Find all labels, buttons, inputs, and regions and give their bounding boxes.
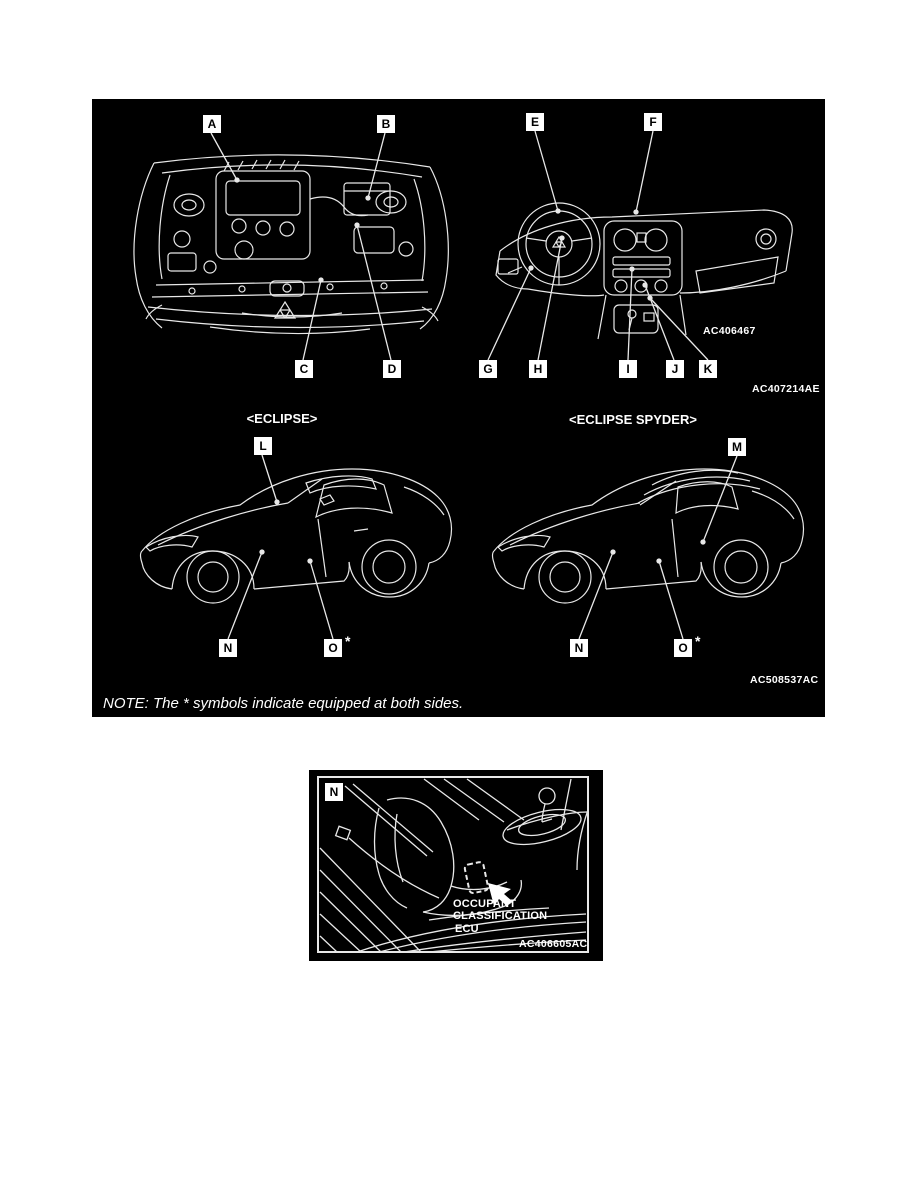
callout-o-spyder: O (674, 639, 692, 657)
figure-code-spyder: AC508537AC (750, 674, 819, 686)
callout-k: K (699, 360, 717, 378)
callout-n-detail: N (325, 783, 343, 801)
figure-code-main: AC407214AE (752, 383, 820, 395)
eclipse-spyder-title: <ECLIPSE SPYDER> (569, 412, 697, 427)
callout-e: E (526, 113, 544, 131)
figure-code-detail: AC406605AC (519, 938, 588, 950)
eclipse-title: <ECLIPSE> (246, 411, 318, 426)
callout-o-eclipse: O (324, 639, 342, 657)
callout-d: D (383, 360, 401, 378)
callout-h: H (529, 360, 547, 378)
occupant-classification-ecu-figure-panel (309, 770, 603, 961)
callout-a: A (203, 115, 221, 133)
eclipse-spyder-illustration (493, 469, 804, 603)
callout-j: J (666, 360, 684, 378)
callout-n-spyder: N (570, 639, 588, 657)
asterisk-spyder: * (695, 633, 701, 649)
callout-n-eclipse: N (219, 639, 237, 657)
callout-b: B (377, 115, 395, 133)
ecu-caption-line-2: CLASSIFICATION (453, 910, 548, 922)
ecu-caption-line-1: OCCUPANT (453, 898, 517, 910)
callout-f: F (644, 113, 662, 131)
engine-compartment-illustration (134, 155, 448, 334)
asterisk-eclipse: * (345, 633, 351, 649)
eclipse-coupe-illustration (141, 469, 452, 603)
callout-l: L (254, 437, 272, 455)
component-location-figure-panel (92, 99, 825, 717)
callout-leader-lines (211, 131, 737, 639)
note-text: NOTE: The * symbols indicate equipped at both sides. (103, 695, 464, 712)
dashboard-illustration (496, 203, 792, 339)
callout-c: C (295, 360, 313, 378)
callout-i: I (619, 360, 637, 378)
component-location-illustration (92, 99, 825, 717)
callout-m: M (728, 438, 746, 456)
figure-code-dashboard: AC406467 (703, 325, 756, 337)
ecu-caption-line-3: ECU (455, 923, 479, 935)
callout-g: G (479, 360, 497, 378)
